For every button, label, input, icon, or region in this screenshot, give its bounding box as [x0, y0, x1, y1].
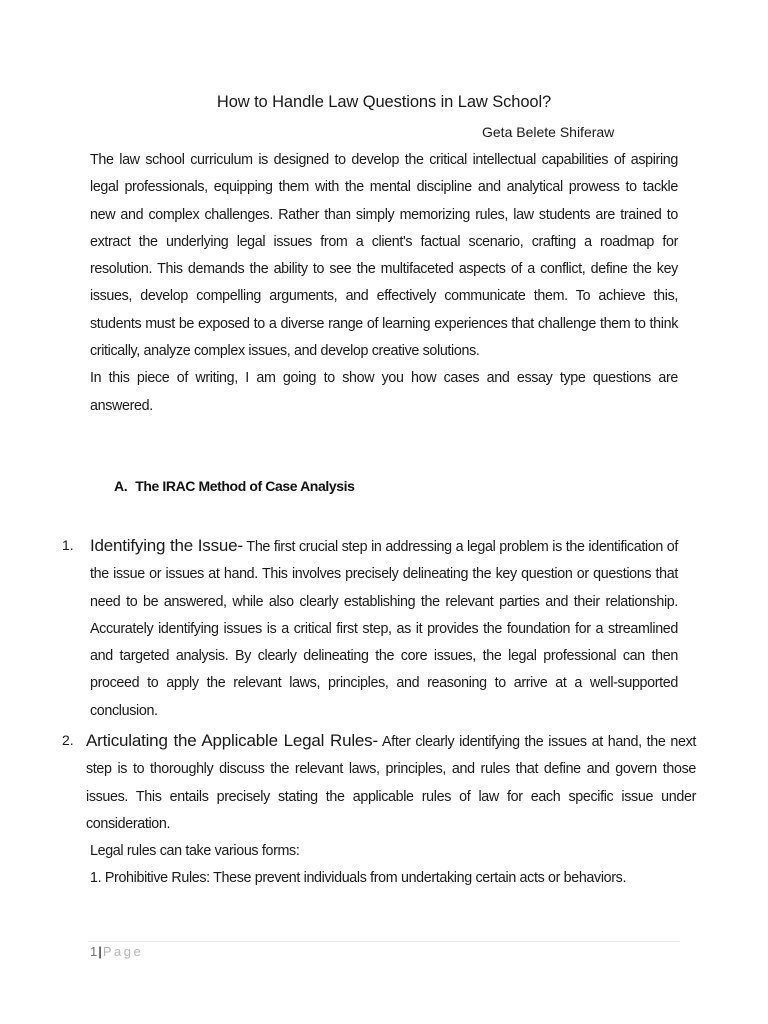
intro-section	[90, 147, 678, 420]
list-number: 1.	[62, 537, 74, 553]
list-number: 2.	[62, 732, 74, 748]
page-number: 1	[90, 944, 98, 959]
document-author: Geta Belete Shiferaw	[482, 124, 615, 140]
intro-paragraph-2: In this piece of writing, I am going to show you how cases and essay type questions are answered.	[90, 370, 678, 414]
list-item-content	[90, 532, 678, 725]
footer-divider	[88, 941, 680, 942]
section-heading-irac	[114, 478, 354, 494]
list-item-text: After clearly identifying the issues at hand, the next step is to thoroughly discuss the relevant laws, principles, and rules that define and govern those issues. This entails precisely stating the applicable rules of law for each specific issue under consideration.	[86, 734, 696, 832]
list-item-text: The first crucial step in addressing a legal problem is the identification of the issue or issues at hand. This involves precisely delineating the key question or questions that need to be answered, while also clearly establishing the relevant parties and their relationship. Accurately identifying issues is a critical first step, as it provides the foundation for a streamlined and targeted analysis. By clearly delineating the core issues, the legal professional can then proceed to apply the relevant laws, principles, and reasoning to arrive at a well-supported conclusion.	[90, 539, 679, 719]
document-title: How to Handle Law Questions in Law School?	[216, 93, 552, 111]
section-marker: A.	[114, 478, 128, 494]
list-item-content	[86, 727, 696, 838]
page-label: Page	[102, 944, 144, 959]
list-item-lead: Articulating the Applicable Legal Rules-	[86, 731, 378, 750]
intro-paragraph-1: The law school curriculum is designed to develop the critical intellectual capabilities of aspiring legal professionals, equipping them with the mental discipline and analytical prowess to tackle new and complex challenges. Rather than simply memorizing rules, law students are trained to extract the underlying legal issues from a client's factual scenario, crafting a roadmap for resolution. This demands the ability to see the multifaceted aspects of a conflict, define the key issues, develop compelling arguments, and effectively communicate them. To achieve this, students must be exposed to a diverse range of learning experiences that challenge them to think critically, analyze complex issues, and develop creative solutions.	[90, 152, 678, 360]
page-separator: |	[98, 944, 102, 959]
section-heading-text: The IRAC Method of Case Analysis	[135, 478, 355, 494]
list-item-lead: Identifying the Issue-	[90, 536, 243, 555]
page-footer	[90, 944, 143, 959]
prohibitive-rules-item: 1. Prohibitive Rules: These prevent individuals from undertaking certain acts or behaviors.	[90, 870, 627, 886]
legal-rules-intro: Legal rules can take various forms:	[90, 843, 300, 859]
